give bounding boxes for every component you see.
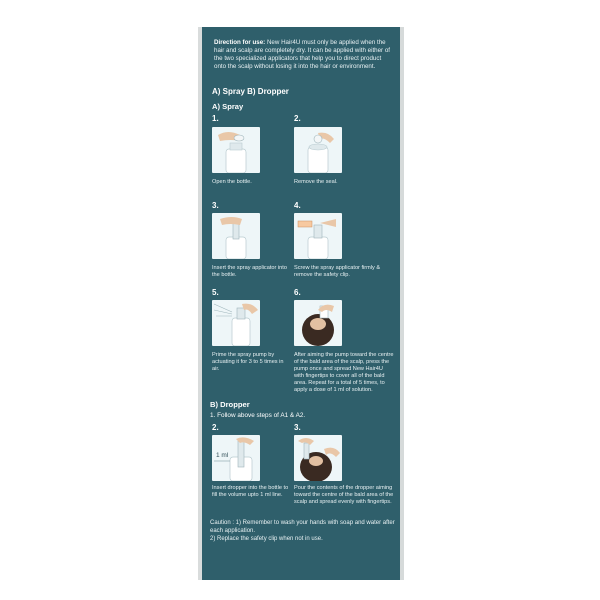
spray-step-6-caption: After aiming the pump toward the centre of the bald area of the scalp, press the pump once and spread New Hair4U with fingertips to cover all of the bald area. Repeat for a total of 5 times, to apply a dose of 1 ml of solution. <box>294 352 394 393</box>
spray-step-3-caption: Insert the spray applicator into the bottle. <box>212 265 287 278</box>
directions-body: New Hair4U must only be applied when the hair and scalp are completely dry. It can be applied with either of the two specialized applicators that help you to direct product onto the scalp without losing it into the hair or environment. <box>214 39 390 70</box>
instruction-panel <box>202 27 400 580</box>
directions-heading: Direction for use: <box>214 39 266 46</box>
dropper-step-3-number: 3. <box>294 423 301 432</box>
spray-step-1-caption: Open the bottle. <box>212 179 252 185</box>
spray-step-2-number: 2. <box>294 114 301 123</box>
insert-spray-illustration <box>212 213 260 259</box>
dropper-1ml-label: 1 ml <box>216 452 229 459</box>
dropper-fill-illustration <box>212 435 260 481</box>
prime-pump-illustration <box>212 300 260 346</box>
spray-step-5-number: 5. <box>212 288 219 297</box>
spray-step-5-caption: Prime the spray pump by actuating it for 3 to 5 times in air. <box>212 352 284 372</box>
directions-text <box>214 39 394 71</box>
spray-step-1-number: 1. <box>212 114 219 123</box>
screw-applicator-illustration <box>294 213 342 259</box>
caution-note <box>210 519 396 543</box>
remove-seal-illustration <box>294 127 342 173</box>
box-right-edge <box>400 27 404 580</box>
spray-step-6-number: 6. <box>294 288 301 297</box>
caution-line-1: Caution : 1) Remember to wash your hands with soap and water after each application. <box>210 520 395 534</box>
dropper-step-2-caption: Insert dropper into the bottle to fill the volume upto 1 ml line. <box>212 485 289 498</box>
open-bottle-illustration <box>212 127 260 173</box>
dropper-step-3-caption: Pour the contents of the dropper aiming toward the centre of the bald area of the scalp and spread evenly with fingertips. <box>294 485 394 505</box>
methods-heading: A) Spray B) Dropper <box>212 87 289 96</box>
spray-step-4-number: 4. <box>294 201 301 210</box>
spray-step-4-caption: Screw the spray applicator firmly & remove the safety clip. <box>294 265 381 278</box>
dropper-follow-steps: 1. Follow above steps of A1 & A2. <box>210 412 306 419</box>
dropper-step-2-number: 2. <box>212 423 219 432</box>
spray-step-2-caption: Remove the seal. <box>294 179 338 185</box>
spray-step-3-number: 3. <box>212 201 219 210</box>
caution-line-2: 2) Replace the safety clip when not in use. <box>210 536 323 542</box>
spray-heading: A) Spray <box>212 102 244 111</box>
dropper-heading: B) Dropper <box>210 400 250 409</box>
apply-scalp-illustration <box>294 300 342 346</box>
dropper-apply-illustration <box>294 435 342 481</box>
